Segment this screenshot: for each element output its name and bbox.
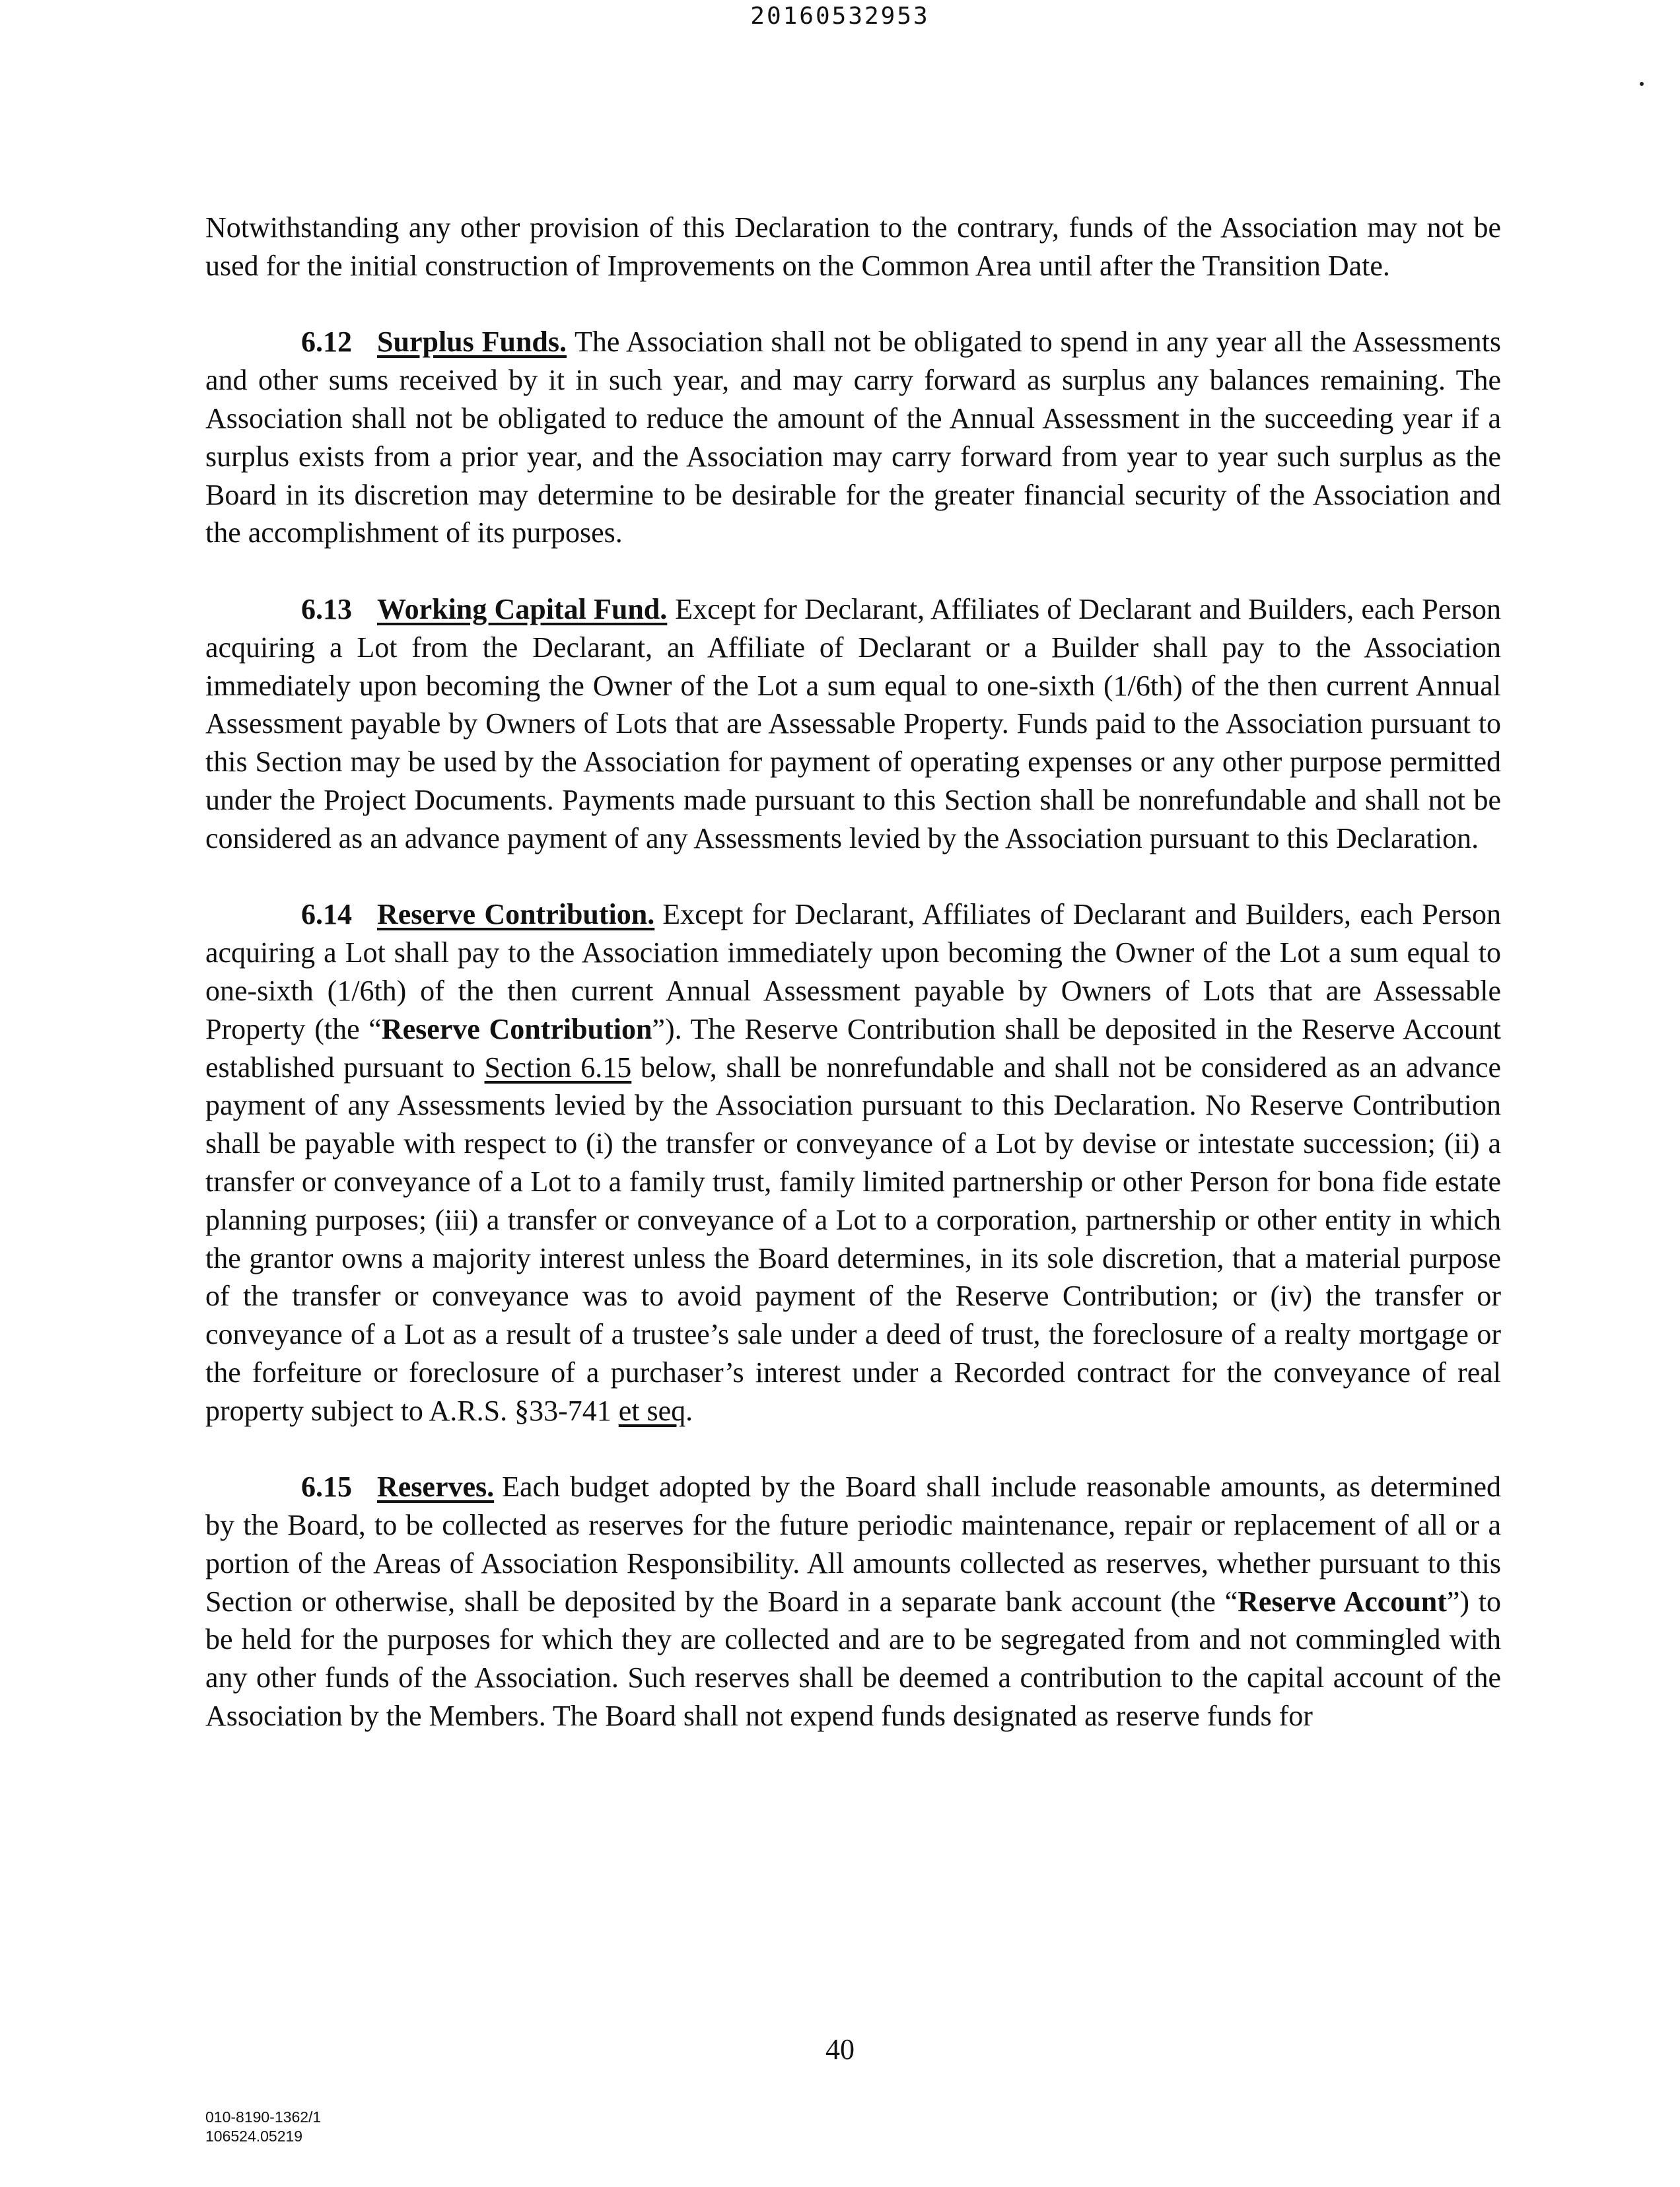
document-body [205,209,1501,1774]
section-title: Reserves. [377,1471,495,1504]
section-text: ”). The Reserve Contribution shall be deposited in the Reserve Account established pursuant to [205,1012,1502,1084]
section-number: 6.13 [301,592,352,625]
cross-reference: Section 6.15 [484,1051,632,1084]
section-number: 6.12 [301,326,352,359]
defined-term: Reserve Account [1238,1585,1447,1618]
section-number: 6.14 [301,898,352,931]
section-6-12 [205,323,1501,552]
section-6-14 [205,895,1501,1430]
intro-paragraph: Notwithstanding any other provision of this Declaration to the contrary, funds of the Association may not be used for the initial construction of Improvements on the Common Area until after the Transition Date. [205,211,1501,282]
et-seq: et seq [618,1394,686,1427]
section-title: Surplus Funds. [377,326,567,359]
page-number: 40 [825,2033,855,2066]
recording-number: 20160532953 [750,3,930,30]
footer-id-line: 010-8190-1362/1 [205,2108,322,2126]
section-number: 6.15 [301,1471,352,1504]
defined-term: Reserve Contribution [381,1012,652,1045]
footer-id-line: 106524.05219 [205,2128,303,2145]
section-text: ”) to be held for the purposes for which they are collected and are to be segregated from and not commingled with any other funds of the Association. Such reserves shall be deemed a contribution to the capital account of the Association by the Members. The Board shall not expend funds designated as reserve funds for [205,1585,1501,1733]
section-6-13 [205,590,1501,858]
section-6-15 [205,1468,1501,1735]
section-text: . [685,1394,693,1427]
section-text: The Association shall not be obligated to spend in any year all the Assessments and other sums received by it in such year, and may carry forward as surplus any balances remaining. The Association shall not be obligated to reduce the amount of the Annual Assessment in the succeeding year if a surplus exists from a prior year, and the Association may carry forward from year to year such surplus as the Board in its discretion may determine to be desirable for the greater financial security of the Association and the accomplishment of its purposes. [205,326,1501,549]
section-text: below, shall be nonrefundable and shall not be considered as an advance payment of any Assessments levied by the Association pursuant to this Declaration. No Reserve Contribution shall be payable with respect to (i) the transfer or conveyance of a Lot by devise or intestate succession; (ii) a transfer or conveyance of a Lot to a family trust, family limited partnership or other Person for bona fide estate planning purposes; (iii) a transfer or conveyance of a Lot to a corporation, partnership or other entity in which the grantor owns a majority interest unless the Board determines, in its sole discretion, that a material purpose of the transfer or conveyance was to avoid payment of the Reserve Contribution; or (iv) the transfer or conveyance of a Lot as a result of a trustee’s sale under a deed of trust, the foreclosure of a realty mortgage or the forfeiture or foreclosure of a purchaser’s interest under a Recorded contract for the conveyance of real property subject to A.R.S. §33-741 [205,1051,1501,1427]
section-title: Reserve Contribution. [377,898,655,931]
section-text: Except for Declarant, Affiliates of Declarant and Builders, each Person acquiring a Lot from the Declarant, an Affiliate of Declarant or a Builder shall pay to the Association immediately upon becoming the Owner of the Lot a sum equal to one-sixth (1/6th) of the then current Annual Assessment payable by Owners of Lots that are Assessable Property. Funds paid to the Association pursuant to this Section may be used by the Association for payment of operating expenses or any other purpose permitted under the Project Documents. Payments made pursuant to this Section shall be nonrefundable and shall not be considered as an advance payment of any Assessments levied by the Association pursuant to this Declaration. [205,592,1501,854]
section-text: Each budget adopted by the Board shall include reasonable amounts, as determined by the Board, to be collected as reserves for the future periodic maintenance, repair or replacement of all or a portion of the Areas of Association Responsibility. All amounts collected as reserves, whether pursuant to this Section or otherwise, shall be deposited by the Board in a separate bank account (the “ [205,1471,1501,1618]
footer-document-ids [205,2108,321,2146]
section-title: Working Capital Fund. [377,592,668,625]
section-text: Except for Declarant, Affiliates of Declarant and Builders, each Person acquiring a Lot shall pay to the Association immediately upon becoming the Owner of the Lot a sum equal to one-sixth (1/6th) of the then current Annual Assessment payable by Owners of Lots that are Assessable Property (the “ [205,898,1501,1045]
scan-speck [1640,82,1644,86]
